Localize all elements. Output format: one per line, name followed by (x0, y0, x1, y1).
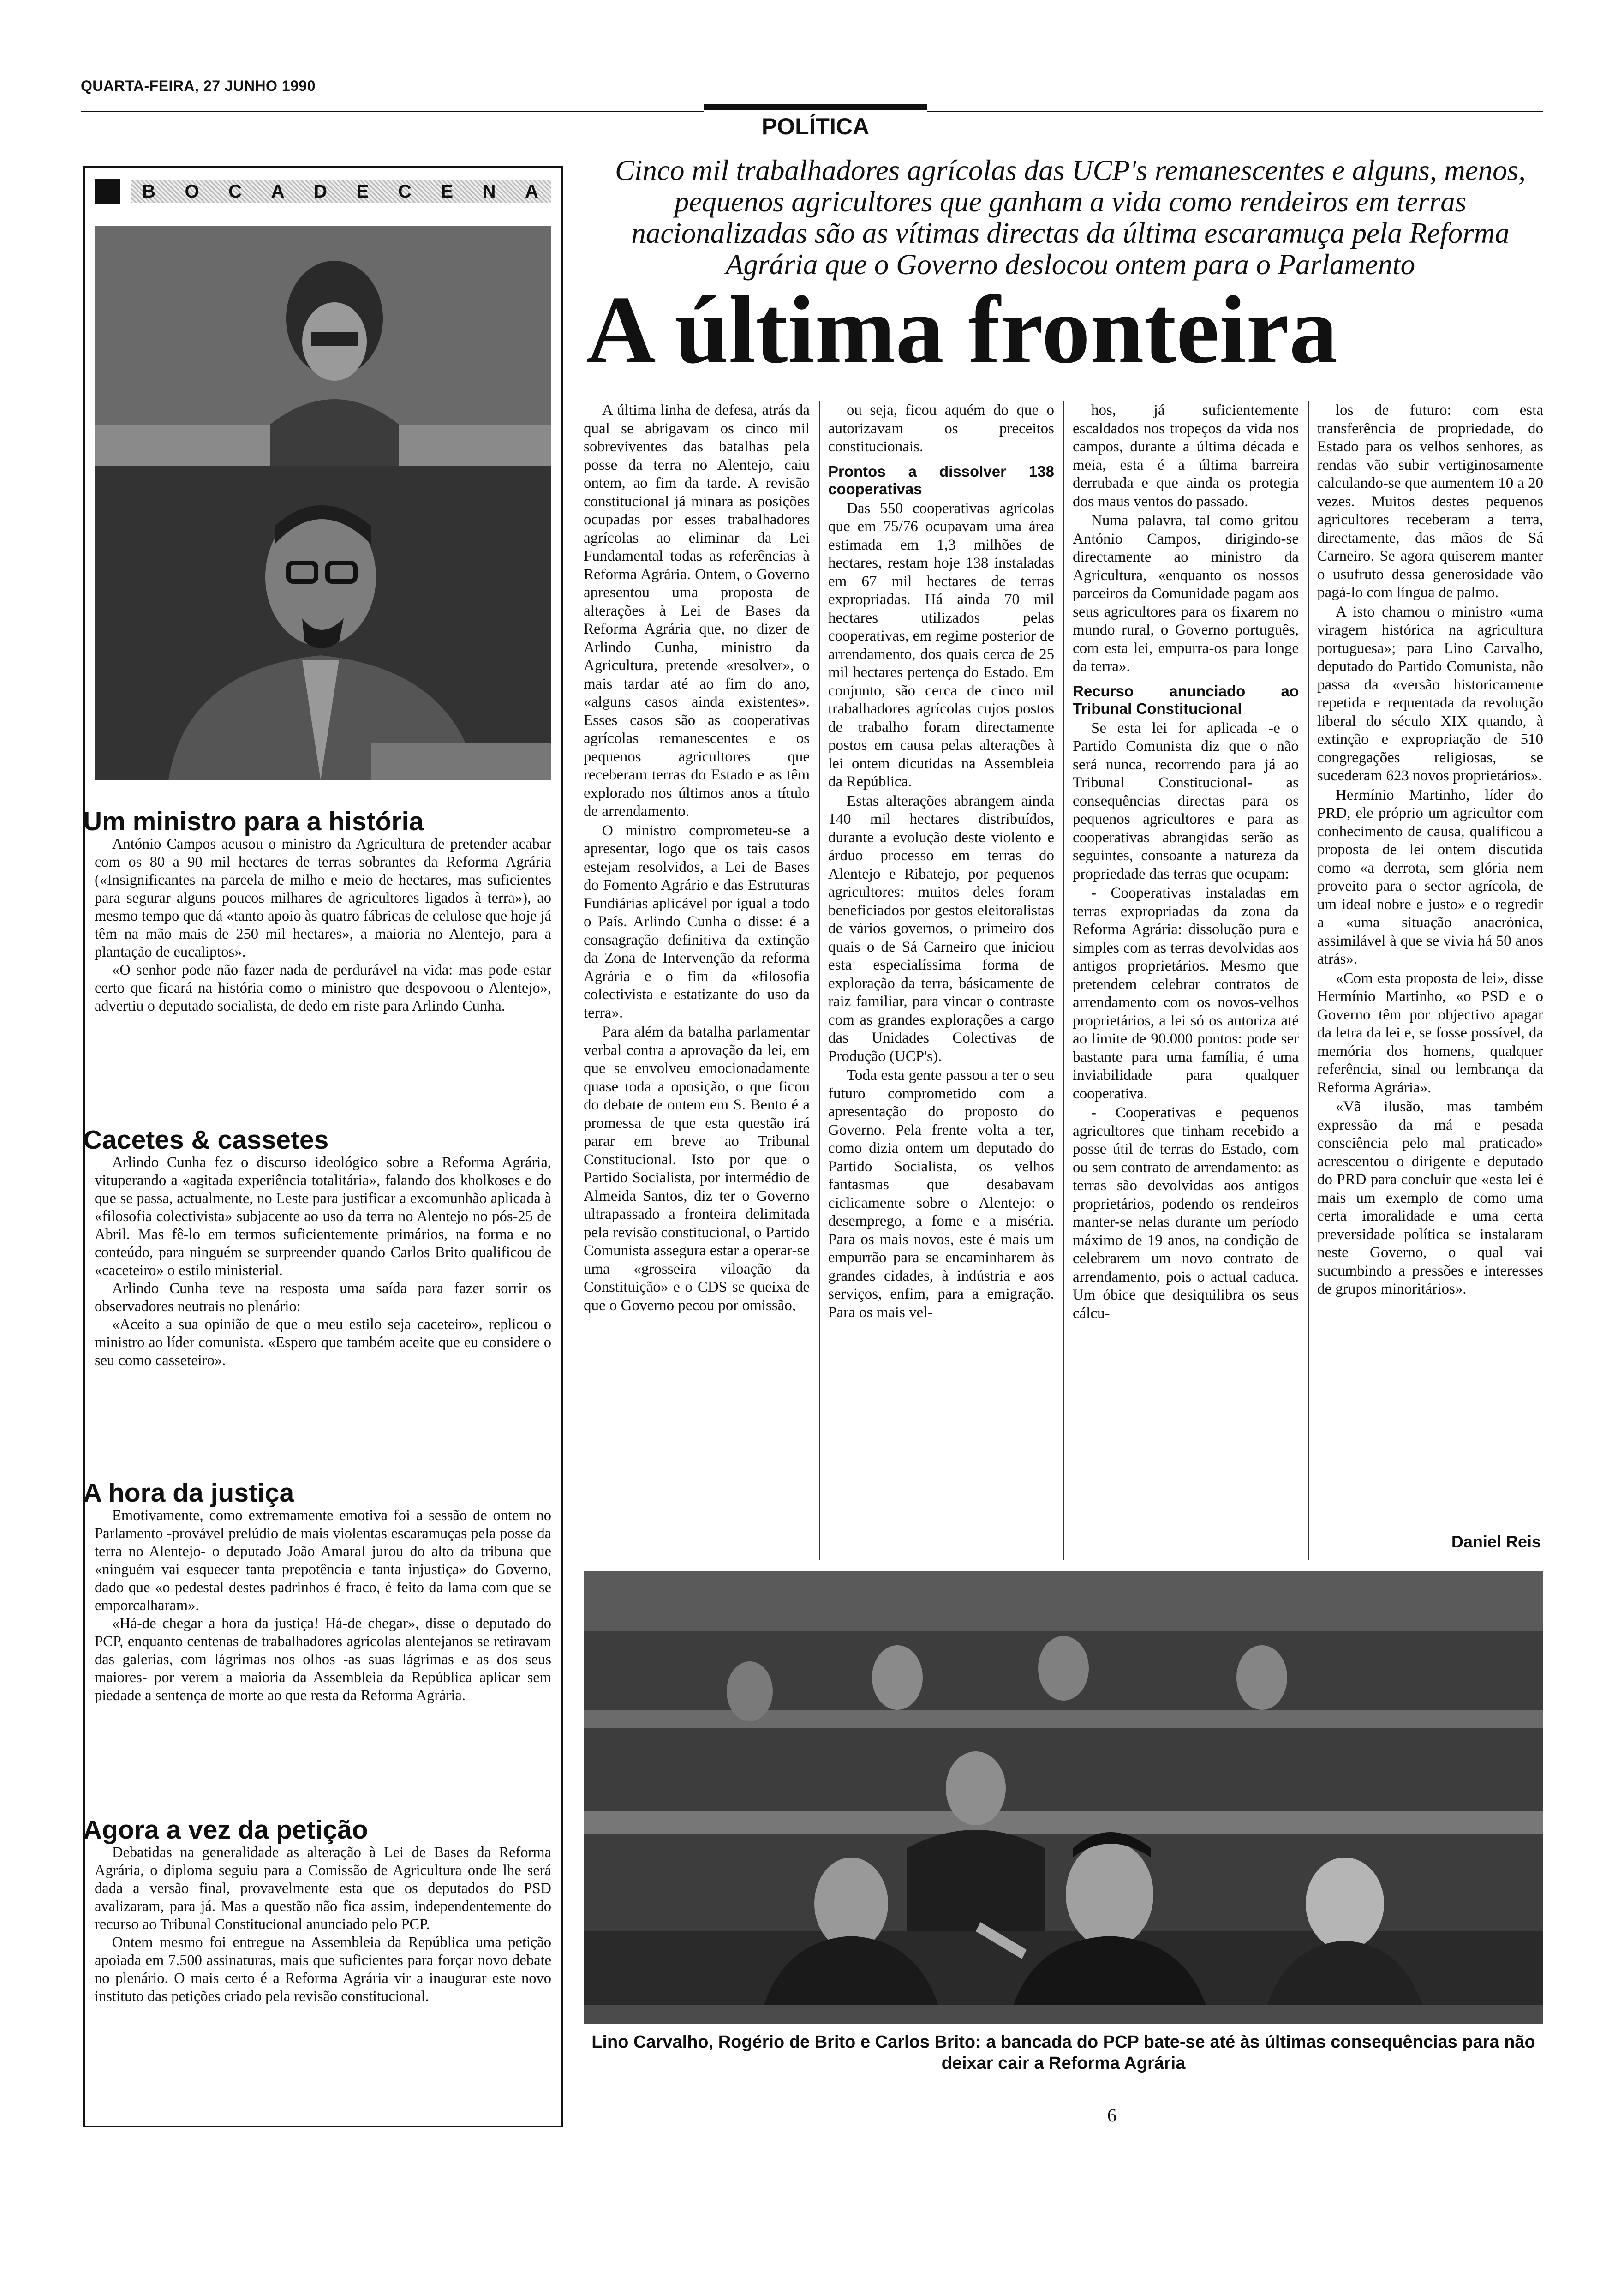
kicker-letter: B (142, 181, 157, 202)
paragraph: Estas alterações abrangem ainda 140 mil hectares distribuídos, durante a evolução deste violento e árduo processo em terras do Alentejo e Ribatejo, por pequenos agricultores: muitos deles foram beneficiados por gestos eleitoralistas de vários governos, o primeiro dos quais o de Sá Carneiro que iniciou esta especialíssima forma de exploração da terra, básicamente de raiz familiar, para vincar o contraste com as grandes explorações a cargo das Unidades Colectivas de Produção (UCP's). (828, 792, 1054, 1065)
paragraph: - Cooperativas e pequenos agricultores que tinham recebido a posse útil de terras do Estado, com ou sem contrato de arrendamento: as terras são devolvidas aos antigos proprietários, podendo os rendeiros manter-se nelas durante um período máximo de 19 anos, na condição de celebrarem um novo contrato de arrendamento, pois o actual caduca. Um óbice que desiquilibra os seus cálcu- (1073, 1104, 1299, 1322)
sidebar-header (95, 178, 551, 205)
sidebar-heading: A hora da justiça (83, 1478, 294, 1508)
section-label: POLÍTICA (704, 104, 927, 151)
sidebar-section-body (95, 835, 551, 1015)
paragraph: Numa palavra, tal como gritou António Campos, dirigindo-se directamente ao ministro da Agricultura, «enquanto os nossos parceiros da Comunidade pagam aos seus agricultores para os fixarem no mundo rural, o Governo português, com esta lei, empurra-os para longe da terra». (1073, 512, 1299, 675)
paragraph: «Há-de chegar a hora da justiça! Há-de chegar», disse o deputado do PCP, enquanto centenas de trabalhadores agrícolas alentejanos se retiravam das galerias, com lágrimas nos olhos -as suas lágrimas e as dos seus maiores- por verem a maioria da Assembleia da República aplicar sem piedade a sentença de morte ao que resta da Reforma Agrária. (95, 1615, 551, 1704)
paragraph: A isto chamou o ministro «uma viragem histórica na agricultura portuguesa»; para Lino Carvalho, deputado do Partido Comunista, não passa da «versão historicamente repetida e requentada da revolução liberal do século XIX quando, à extinção e expropriação de 510 congregações religiosas, se sucederam 623 novos proprietários». (1317, 603, 1543, 784)
article-column-2 (828, 401, 1054, 1560)
column-rule (819, 401, 820, 1560)
paragraph: Das 550 cooperativas agrícolas que em 75/76 ocupavam uma área estimada em 1,3 milhões de hectares, restam hoje 138 instaladas em 67 mil hectares de terras expropriadas. Há ainda 70 mil hectares utilizados pelas cooperativas, em regime posterior de arrendamento, dos quais cerca de 25 mil hectares pertença do Estado. Em conjunto, são cerca de cinco mil trabalhadores agrícolas cujos postos de trabalho foram directamente postos em causa pelas alterações à lei ontem dicutidas na Assembleia da República. (828, 500, 1054, 790)
sidebar-section-body (95, 1154, 551, 1370)
subheading: Recurso anunciado ao Tribunal Constitucional (1073, 682, 1299, 717)
paragraph: A última linha de defesa, atrás da qual se abrigavam os cinco mil sobreviventes das batalhas pela posse da terra no Alentejo, caiu ontem, ao fim da tarde. A revisão constitucional já minara as posições ocupadas por esses trabalhadores agrícolas ao eliminar da Lei Fundamental todas as referências à Reforma Agrária. Ontem, o Governo apresentou uma proposta de alterações à Lei de Bases da Reforma Agrária que, no dizer de Arlindo Cunha, ministro da Agricultura, pretende «resolver», o mais tardar até ao fim do ano, «alguns casos ainda existentes». Esses casos são as cooperativas agrícolas remanescentes e os pequenos agricultores que receberam terras do Estado e as têm explorado nos últimos anos a título de arrendamento. (584, 402, 810, 820)
paragraph: Para além da batalha parlamentar verbal contra a aprovação da lei, em que se envolveu emocionadamente quase toda a oposição, o que ficou do debate de ontem em S. Bento é a promessa de que esta questão irá parar em breve ao Tribunal Constitucional. Isto por que o Partido Socialista, por intermédio de Almeida Santos, diz ter o Governo ultrapassado a fronteira delimitada pela revisão constitucional, o Partido Comunista assegura estar a operar-se uma «grosseira viloação da Constituição» e o CDS se queixa de que o Governo pecou por omissão, (584, 1024, 810, 1314)
paragraph: Hermínio Martinho, líder do PRD, ele próprio um agricultor com conhecimento de causa, qualificou a proposta de lei ontem discutida como «a derrota, sem glória nem proveito para o sector agrícola, de um ideal nobre e justo» e o regredir a «uma situação anacrónica, assimilável à que se vivia há 50 anos atrás». (1317, 786, 1543, 967)
kicker-letter: C (228, 181, 244, 202)
parliament-photo (584, 1571, 1543, 2024)
sidebar-heading: Agora a vez da petição (83, 1815, 368, 1845)
paragraph: «O senhor pode não fazer nada de perdurável na vida: mas pode estar certo que ficará na história como o ministro que despovoou o Alentejo», advertiu o deputado socialista, de dedo em riste para Arlindo Cunha. (95, 962, 551, 1014)
paragraph: Arlindo Cunha teve na resposta uma saída para fazer sorrir os observadores neutrais no plenário: (95, 1280, 551, 1315)
article-headline: A última fronteira (586, 276, 1338, 383)
paragraph: «Vã ilusão, mas também expressão da má e pesada consciência pelo mal praticado» acrescentou o dirigente e deputado do PRD para concluir que «esta lei é mais um exemplo de como uma certa imoralidade e uma certa preversidade política se instalaram neste Governo, o qual vai sucumbindo a pressões e interesses de grupos minoritários». (1317, 1098, 1543, 1297)
edition-date: QUARTA-FEIRA, 27 JUNHO 1990 (81, 78, 316, 94)
paragraph: António Campos acusou o ministro da Agricultura de pretender acabar com os 80 a 90 mil hectares de terras sobrantes da Reforma Agrária («Insignificantes na parcela de milho e meio de hectares, mas suficientes para segurar alguns poucos milhares de agricultores ligados à terra»), ao mesmo tempo que dá «tanto apoio às quatro fábricas de celulose que hoje já têm na mão mais de 250 mil hectares», a maioria no Alentejo, para a plantação de eucaliptos». (95, 836, 551, 960)
sidebar-photo (95, 226, 551, 780)
paragraph: ou seja, ficou aquém do que o autorizavam os preceitos constitucionais. (828, 402, 1054, 455)
kicker-letter: A (525, 181, 540, 202)
column-rule (1063, 401, 1064, 1560)
article-column-3 (1073, 401, 1299, 1560)
kicker-letter: N (482, 181, 498, 202)
paragraph: Ontem mesmo foi entregue na Assembleia da República uma petição apoiada em 7.500 assinaturas, mais que suficientes para forçar novo debate no plenário. O mais certo é a Reforma Agrária vir a inaugurar este novo instituto das petições criado pela revisão constitucional. (95, 1934, 551, 2005)
paragraph: - Cooperativas instaladas em terras expropriadas da zona da Reforma Agrária: dissolução pura e simples com as terras devolvidas aos antigos proprietários. Mesmo que pretendem celebrar contratos de arrendamento com os novos-velhos proprietários, a lei só os autoriza até ao limite de 90.000 pontos: pode ser bastante para uma família, é uma inviabilidade para qualquer cooperativa. (1073, 885, 1299, 1102)
kicker-letter: E (356, 181, 371, 202)
paragraph: los de futuro: com esta transferência de propriedade, do Estado para os velhos senhores, as rendas vão subir vertiginosamente calculando-se que aumentem 10 a 20 vezes. Muitos destes pequenos agricultores receberam a terra, directamente, das mãos de Sá Carneiro. Se agora quiserem manter o usufruto dessa generosidade vão pagá-lo com língua de palmo. (1317, 402, 1543, 601)
paragraph: Toda esta gente passou a ter o seu futuro comprometido com a apresentação do proposto do Governo. Pela frente volta a ter, como dizia ontem um deputado do Partido Socialista, os velhos fantasmas que desabavam ciclicamente sobre o Alentejo: o desemprego, a fome e a miséria. Para os mais novos, este é mais um empurrão para se encaminharem às grandes cidades, à indústria e aos serviços, enfim, para a emigração. Para os mais vel- (828, 1067, 1054, 1321)
column-rule (1308, 401, 1309, 1560)
paragraph: «Com esta proposta de lei», disse Hermínio Martinho, «o PSD e o Governo têm por objectivo apagar da letra da lei e, se fosse possível, da memória dos homens, qualquer referência, sinal ou lembrança da Reforma Agrária». (1317, 970, 1543, 1096)
article-column-4 (1317, 401, 1543, 1560)
kicker-letter: A (271, 181, 287, 202)
paragraph: Se esta lei for aplicada -e o Partido Comunista diz que o não será nunca, recorrendo para já ao Tribunal Constitucional- as consequências directas para os pequenos agricultores e para as cooperativas abrangidas serão as seguintes, consoante a natureza da propriedade das terras que ocupam: (1073, 719, 1299, 882)
sidebar-kicker (131, 180, 551, 203)
article-column-1 (584, 401, 810, 1560)
kicker-letter: E (441, 181, 455, 202)
page-number: 6 (1107, 2105, 1116, 2126)
sidebar-section-body (95, 1507, 551, 1705)
paragraph: Emotivamente, como extremamente emotiva foi a sessão de ontem no Parlamento -provável prelúdio de mais violentas escaramuças pela posse da terra no Alentejo- o deputado João Amaral jurou do alto da tribuna que «ninguém vai esquecer tanta prepotência e tanta injustiça» do Governo, dado que «o pedestal destes padrinhos é fraco, é feito da lama com que se emporcalharam». (95, 1507, 551, 1614)
paragraph: Arlindo Cunha fez o discurso ideológico sobre a Reforma Agrária, vituperando a «agitada experiência totalitária», falando dos kholkoses e do que se passa, actualmente, no Leste para justificar a excomunhão aplicada à «filosofia colectivista» subjacente ao uso da terra no Alentejo no pós-25 de Abril. Mas fê-lo em termos suficientemente primários, na forma e no conteúdo, para ninguém se surpreender quando Carlos Brito qualificou de «caceteiro» o estilo ministerial. (95, 1154, 551, 1279)
paragraph: «Aceito a sua opinião de que o meu estilo seja caceteiro», replicou o ministro ao líder comunista. «Espero que também aceite que eu considere o seu como casseteiro». (95, 1316, 551, 1369)
sidebar-section-body (95, 1844, 551, 2006)
sidebar-bullet-square (95, 179, 120, 204)
paragraph: Debatidas na generalidade as alteração à Lei de Bases da Reforma Agrária, o diploma seguiu para a Comissão de Agricultura onde lhe será dada a versão final, provavelmente esta que os deputados do PSD avalizaram, para já. Mas a questão não fica assim, independentemente do recurso ao Tribunal Constitucional anunciado pelo PCP. (95, 1844, 551, 1933)
article-deck: Cinco mil trabalhadores agrícolas das UCP's remanescentes e alguns, menos, pequenos agricultores que ganham a vida como rendeiros em terras nacionalizadas são as vítimas directas da última escaramuça pela Reforma Agrária que o Governo deslocou ontem para o Parlamento (615, 154, 1526, 281)
subheading: Prontos a dissolver 138 cooperativas (828, 462, 1054, 497)
sidebar-heading: Cacetes & cassetes (83, 1125, 329, 1155)
paragraph: hos, já suficientemente escaldados nos tropeços da vida nos campos, durante a última década e meia, esta é a última barreira derrubada e que ainda os protegia dos maus ventos do passado. (1073, 402, 1299, 510)
sidebar-photo-illustration (95, 226, 551, 780)
paragraph: O ministro comprometeu-se a apresentar, logo que os tais casos estejam resolvidos, a Lei de Bases do Fomento Agrário e das Estruturas Fundiárias aplicável por igual a todo o País. Arlindo Cunha o disse: é a consagração definitiva da extinção da Zona de Intervenção da reforma Agrária e o fim da «filosofia colectivista e estatizante do uso da terra». (584, 822, 810, 1021)
parliament-photo-illustration (584, 1571, 1543, 2024)
kicker-letter: D (314, 181, 329, 202)
kicker-letter: O (185, 181, 201, 202)
kicker-letter: C (398, 181, 413, 202)
photo-caption: Lino Carvalho, Rogério de Brito e Carlos Brito: a bancada do PCP bate-se até às últimas consequências para não deixar cair a Reforma Agrária (591, 2032, 1535, 2073)
byline: Daniel Reis (1451, 1532, 1541, 1551)
sidebar-heading: Um ministro para a história (83, 807, 424, 836)
